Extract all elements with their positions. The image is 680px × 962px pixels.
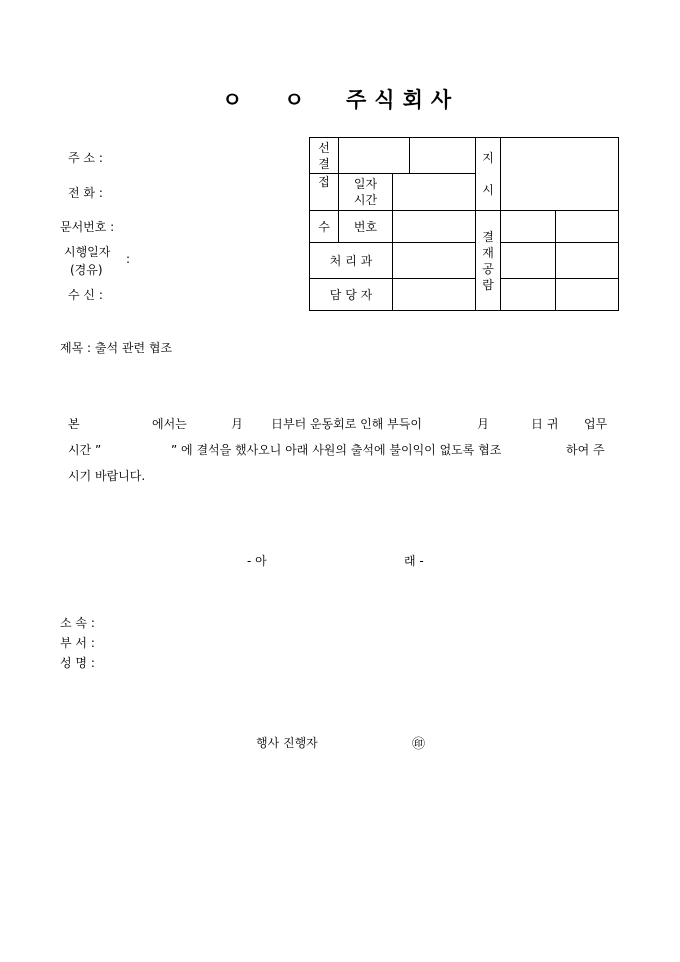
subject-line: 제목 : 출석 관련 협조 (60, 341, 173, 355)
body-1-g: 업무 (584, 417, 608, 431)
stamp-dept: 처 리 과 (310, 243, 393, 279)
body-1-e: 月 (477, 417, 490, 431)
body-2-b: ” 에 결석을 했사오니 아래 사원의 출석에 불이익이 없도록 협조 (171, 443, 502, 457)
below-heading-left: - 아 (247, 554, 267, 568)
approval-stamp-table (309, 137, 619, 311)
doc-number-label: 문서번호 : (60, 220, 115, 234)
stamp-approval-cell-5 (501, 279, 556, 311)
address-label: 주 소 : (68, 151, 103, 165)
title-circle-1: ㅇ (222, 87, 245, 112)
stamp-su: 수 (310, 211, 339, 243)
stamp-cell-blank-1 (339, 138, 410, 174)
body-1-d: 日부터 운동회로 인해 부득이 (271, 417, 422, 431)
stamp-cell-blank-2 (410, 138, 476, 174)
stamp-ji-si: 지 시 (476, 138, 501, 211)
body-1-f: 日 귀 (531, 417, 559, 431)
stamp-approval-label: 결 재 공 람 (476, 211, 501, 311)
stamp-seon-gyeol: 선 결 (310, 138, 339, 174)
below-heading-right: 래 - (404, 554, 424, 568)
via-label: (경유) (70, 263, 103, 277)
stamp-jeop: 접 (310, 174, 339, 211)
stamp-dept-value (393, 243, 476, 279)
issue-date-label: 시행일자 (64, 245, 111, 259)
stamp-approval-cell-3 (501, 243, 556, 279)
stamp-approval-cell-1 (501, 211, 556, 243)
stamp-date-time-value (393, 174, 476, 211)
name-field: 성 명 : (60, 656, 95, 670)
body-1-c: 月 (231, 417, 244, 431)
stamp-number-value (393, 211, 476, 243)
organizer-label: 행사 진행자 (256, 736, 318, 750)
stamp-person: 담 당 자 (310, 279, 393, 311)
body-2-a: 시간 ” (68, 443, 102, 457)
issue-date-colon: : (126, 252, 131, 266)
seal-mark: ㊞ (412, 737, 426, 752)
recipient-label: 수 신 : (68, 288, 103, 302)
stamp-number: 번호 (339, 211, 393, 243)
body-1-b: 에서는 (152, 417, 187, 431)
stamp-approval-cell-6 (556, 279, 619, 311)
stamp-approval-cell-2 (556, 211, 619, 243)
stamp-approval-cell-4 (556, 243, 619, 279)
affiliation-field: 소 속 : (60, 616, 95, 630)
title-circle-2: ㅇ (284, 87, 307, 112)
department-field: 부 서 : (60, 636, 95, 650)
title-company: 주식회사 (346, 87, 460, 112)
stamp-date-time: 일자 시간 (339, 174, 393, 211)
body-3: 시기 바랍니다. (68, 469, 146, 483)
body-1-a: 본 (68, 417, 80, 431)
stamp-directive-area (501, 138, 619, 211)
phone-label: 전 화 : (68, 186, 103, 200)
stamp-person-value (393, 279, 476, 311)
body-2-c: 하여 주 (566, 443, 605, 457)
